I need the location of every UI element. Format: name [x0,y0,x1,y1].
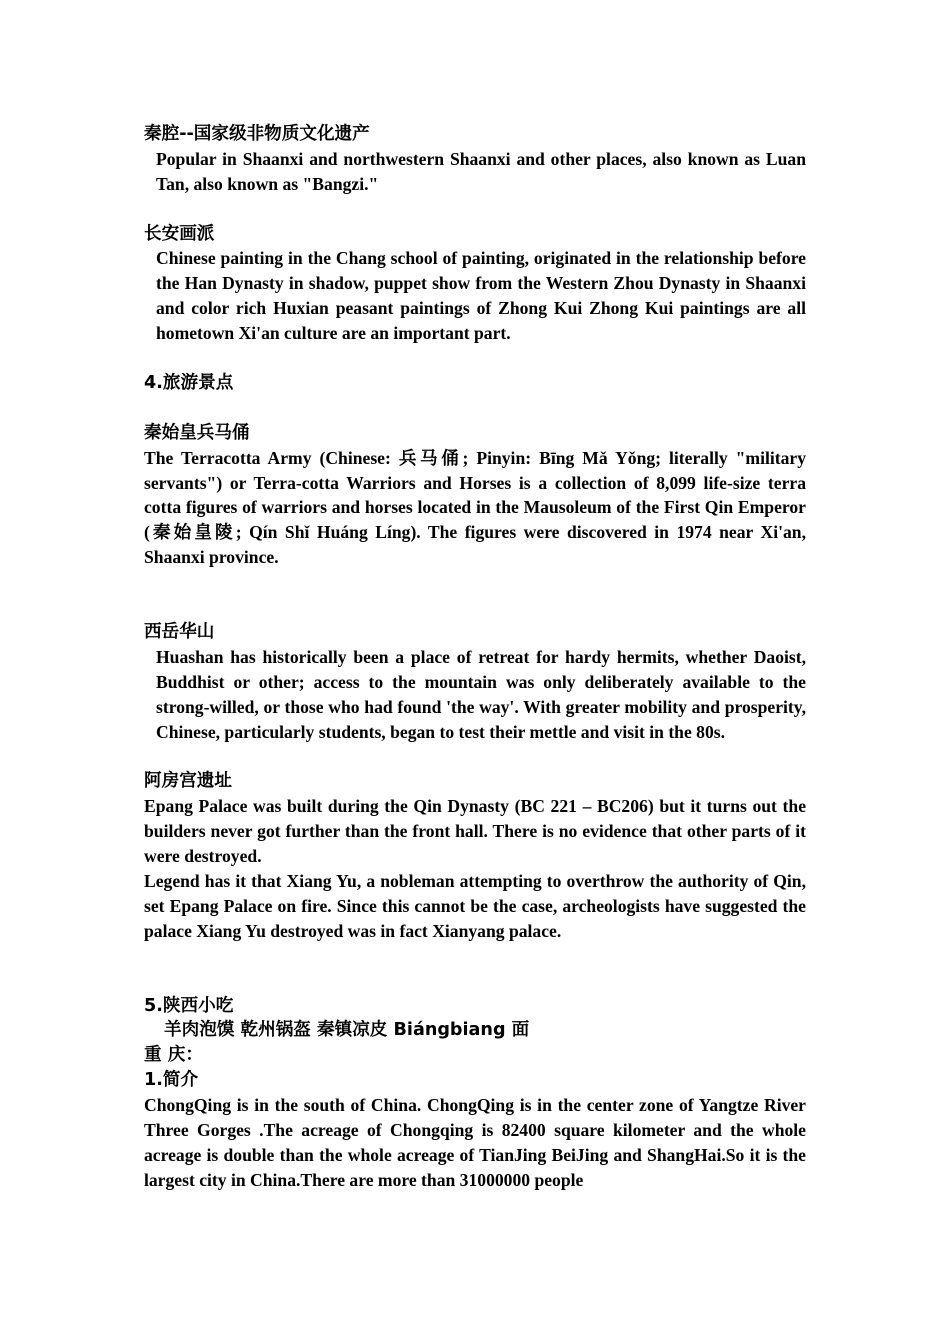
huashan-paragraph: Huashan has historically been a place of retreat for hardy hermits, whether Daoist, Buddhist or other; access to the mountain was only deliberately available to the strong-willed, or those who had found 'the way'. With greater mobility and prosperity, Chinese, particularly students, began to test their mettle and visit in the 80s. [156,646,806,742]
huashan-heading: 西岳华山 [144,622,215,642]
snacks-list: 羊肉泡馍 乾州锅盔 秦镇凉皮 Biángbiang 面 [164,1020,530,1041]
terracotta-heading: 秦始皇兵马俑 [144,422,250,443]
spacer [144,944,806,994]
qinqiang-paragraph: Popular in Shaanxi and northwestern Shaanxi and other places, also known as Luan Tan, also known as "Bangzi." [156,148,806,194]
epang-paragraph-1: Epang Palace was built during the Qin Dynasty (BC 221 – BC206) but it turns out the builders never got further than the front hall. There is no evidence that other parts of it were destroyed. [144,796,806,867]
spacer [144,346,806,371]
terracotta-paragraph: The Terracotta Army (Chinese: 兵马俑; Pinyin: Bīng Mǎ Yǒng; literally "military servants") or Terra-cotta Warriors and Horses is a collection of 8,099 life-size terra cotta figures of warriors and horses located in the Mausoleum of the First Qin Emperor (秦始皇陵; Qín Shǐ Huáng Líng). The figures were discovered in 1974 near Xi'an, Shaanxi province. [144,447,806,568]
document-page [144,122,806,1193]
spacer [144,197,806,222]
spacer [144,570,806,620]
changan-paragraph: Chinese painting in the Chang school of painting, originated in the relationship before the Han Dynasty in shadow, puppet show from the Western Zhou Dynasty in Shaanxi and color rich Huxian peasant paintings of Zhong Kui Zhong Kui paintings are all hometown Xi'an culture are an important part. [156,248,806,344]
epang-heading: 阿房宫遗址 [144,771,232,792]
tourism-heading: 4.旅游景点 [144,373,234,393]
spacer [144,745,806,770]
snacks-heading: 5.陕西小吃 [144,995,234,1016]
chongqing-paragraph: ChongQing is in the south of China. ChongQing is in the center zone of Yangtze River Three Gorges .The acreage of Chongqing is 82400 square kilometer and the whole acreage is double than the whole acreage of TianJing BeiJing and ShangHai.So it is the largest city in China.There are more than 31000000 people [144,1095,806,1190]
changan-heading: 长安画派 [144,223,215,244]
chongqing-subheading: 1.简介 [144,1070,199,1091]
qinqiang-heading: 秦腔--国家级非物质文化遗产 [144,124,370,144]
spacer [144,396,806,421]
chongqing-heading: 重 庆： [144,1045,203,1066]
epang-paragraph-2: Legend has it that Xiang Yu, a nobleman attempting to overthrow the authority of Qin, set Epang Palace on fire. Since this cannot be the case, archeologists have suggested the palace Xiang Yu destroyed was in fact Xianyang palace. [144,871,806,941]
